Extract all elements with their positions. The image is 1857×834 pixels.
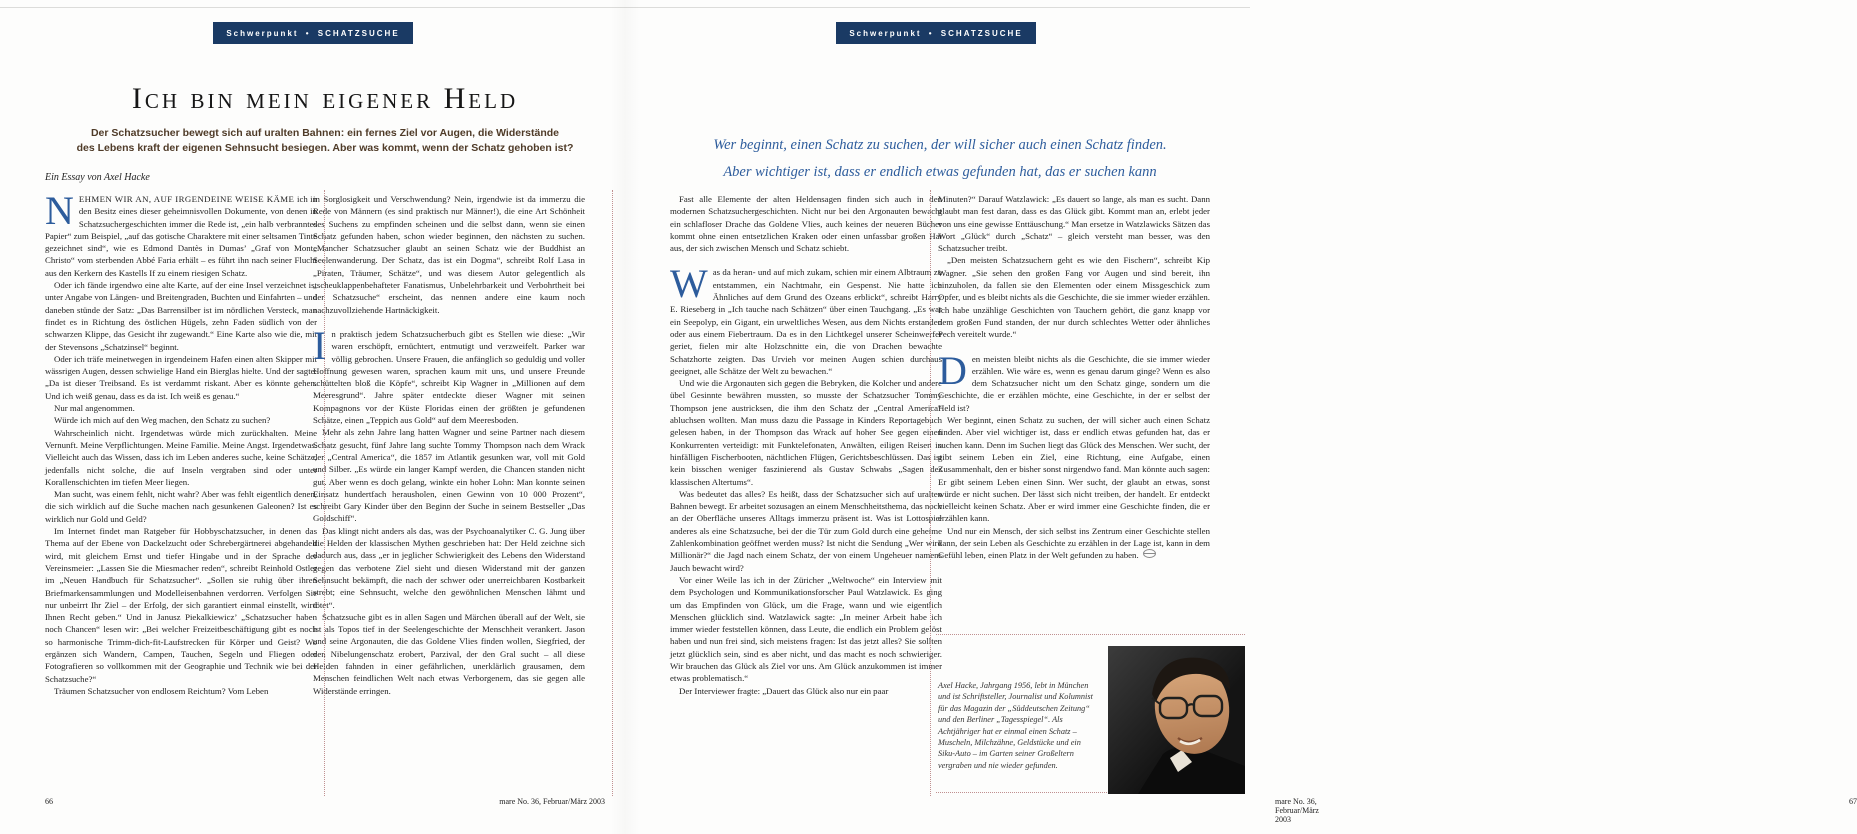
bio-divider: [936, 634, 1245, 635]
body-column-right-2: [938, 193, 1210, 633]
paragraph: Was bedeutet das alles? Es heißt, dass der Schatzsucher sich auf uralten Bahnen bewegt. Er arbeitet sozusagen an einem Menschheitsthema, das noch an der Oberfläche unseres Alltags immerzu präsent ist. Was ist Lottospiel anderes als eine Schatzsuche, bei der die Tür zum Gold durch eine geheime Zahlenkombination geöffnet werden muss? Ist nicht die Sendung „Wer wird Millionär?“ die Jagd nach einem Schatz, der von einem Ungeheuer namens Jauch bewacht wird?: [670, 488, 942, 573]
mare-endmark-icon: [1143, 549, 1156, 558]
paragraph: in Sorglosigkeit und Verschwendung? Nein, irgendwie ist da immerzu die Rede von Männern (es sind praktisch nur Männer!), die eine Art Schönheit des Suchens zu empfinden scheinen und die selbst dann, wenn sie einen Schatz gefunden haben, schon wieder beginnen, den nächsten zu suchen. „Mancher Schatzsucher glaubt an seinen Schatz wie der Buddhist an Seelenwanderung. Der Schatz, das ist ein Dogma“, schreibt Rolf Lasa in „Piraten, Träumer, Schätze“, und was diesem Autor gelegentlich als „scheuklappenbehafteter Fanatismus, Unbelehrbarkeit und Verbohrtheit bei der Schatzsuche“ erscheint, das nennen andere eine kaum noch nachzuvollziehende Hartnäckigkeit.: [313, 194, 585, 315]
paragraph: Wahrscheinlich nicht. Irgendetwas würde mich zurückhalten. Meine Vernunft. Meine Verpflichtungen. Meine Familie. Meine Angst. Irgendetwas. Vielleicht auch das Wissen, dass ich im Leben anderes suche, keine Schätze, jedenfalls nicht solche, die auf Inseln vergraben sind oder unter Korallenschichten im tiefen Meer liegen.: [45, 427, 317, 487]
page-number: 66: [45, 797, 53, 806]
section-badge: Schwerpunkt • SCHATZSUCHE: [213, 22, 413, 44]
lead-caps: EHMEN WIR AN, AUF IRGENDEINE WEISE KÄME: [78, 194, 298, 204]
body-column-right-1: [670, 193, 942, 801]
column-divider: [930, 190, 931, 796]
page-number: 67: [1849, 797, 1857, 806]
deck-line-2: des Lebens kraft der eigenen Sehnsucht besiegen. Aber was kommt, wenn der Schatz gehoben ist?: [76, 142, 574, 154]
paragraph: Das klingt nicht anders als das, was der Psychoanalytiker C. G. Jung über die Helden der klassischen Mythen geschrieben hat: Der Held zeichne sich dadurch aus, dass „er in jeglicher Schwierigkeit des Lebens den Widerstand gegen das verbotene Ziel sieht und diesen Widerstand mit der ganzen Sehnsucht bekämpft, die nach der schwer oder unerreichbaren Kostbarkeit strebt; eine Sehnsucht, welche den gewöhnlichen Menschen lähmt und tötet“.: [313, 525, 585, 610]
paragraph: Nur mal angenommen.: [54, 403, 135, 414]
paragraph: Den meisten bleibt nichts als die Geschichte, die sie immer wieder erzählen. Wie wäre es, wenn es genau darum ginge? Wenn es also dem Schatzsucher nicht um den Schatz ginge, sondern um die Geschichte, die er erzählen möchte, eine Geschichte, in der er selbst der Held ist?: [938, 347, 1210, 413]
column-divider: [612, 190, 613, 796]
issue-line: mare No. 36, Februar/März 2003: [1275, 797, 1319, 824]
page-right: [625, 0, 1857, 834]
paragraph: Würde ich mich auf den Weg machen, den Schatz zu suchen?: [54, 415, 271, 426]
paragraph: Und wie die Argonauten sich gegen die Bebryken, die Kolcher und andere übel Gesinnte bewähren mussten, so musste der Schatzsucher Tommy Thompson jene austricksen, die ihm den Schatz der „Central America“ abluchsen wollten. Man muss dazu die Passage in Kinders Reportagebuch gelesen haben, in der Thompson das Wrack auf hoher See gegen einen Konkurrenten verteidigt: mit Funktelefonaten, Anwälten, eiligen Reisen in hinfälligen Fischerbooten, nächtlichen Flügen, Gerichtsbeschlüssen. Das ist kein bisschen weniger faszinierend als Gustav Schwabs „Sagen des klassischen Altertums“.: [670, 378, 942, 487]
drop-cap: D: [938, 347, 967, 393]
paragraph: Träumen Schatzsucher von endlosem Reichtum? Vom Leben: [54, 685, 269, 696]
author-photo: [1108, 646, 1245, 794]
author-portrait-graphic: [1108, 646, 1245, 794]
pull-quote: [640, 132, 1240, 186]
body-column-left-1: [45, 188, 317, 801]
paragraph: „Den meisten Schatzsuchern geht es wie den Fischern“, schreibt Kip Wagner. „Sie sehen den großen Fang vor Augen und sind bereit, ihn einzuholen, da fallen sie den Elementen oder einem Missgeschick zum Opfer, und es bleibt nichts als die Geschichte, die sie immer wieder erzählen. Ich habe unzählige Geschichten von Tauchern gehört, die ganz knapp vor dem großen Fund standen, der nur durch schlechtes Wetter oder ähnliches Pech vereitelt wurde.“: [938, 255, 1210, 340]
deck-line-1: Der Schatzsucher bewegt sich auf uralten Bahnen: ein fernes Ziel vor Augen, die Widerstände: [90, 127, 560, 139]
body-column-left-2: [313, 193, 585, 801]
paragraph: In praktisch jedem Schatzsucherbuch gibt es Stellen wie diese: „Wir waren erschöpft, ernüchtert, entmutigt und verzweifelt. Parker war völlig gebrochen. Unsere Frauen, die anfänglich so geduldig und voller Hoffnung gewesen waren, sprachen kaum mit uns, und unsere Freunde schüttelten bloß die Köpfe“, schreibt Kip Wagner in „Millionen auf dem Meeresgrund“. Jahre später entdeckte dieser Wagner mit seinen Kompagnons vor der Küste Floridas einen der größten je gefundenen Schätze, einen „Teppich aus Gold“ auf dem Meeresboden.: [313, 322, 585, 426]
drop-cap: I: [313, 322, 327, 368]
paragraph: Im Internet findet man Ratgeber für Hobbyschatzsucher, in denen das Thema auf der Ebene von Dackelzucht oder Schrebergärtnerei abgehandelt wird, mit gleichem Ernst und tiefer Hingabe und in der Sprache der Vereinsmeier: „Lassen Sie die Miesmacher reden“, schreibt Reinhold Ostler im „Neuen Handbuch für Schatzsucher“. „Sollen sie ruhig über ihren Briefmarkensammlungen und Modelleisenbahnen verdorren. Verfolgen Sie nur unbeirrt Ihr Ziel – der Erfolg, der sich garantiert einmal einstellt, wird Ihnen Recht geben.“ Und in Janusz Piekalkiewicz’ „Schatzsucher haben noch Chancen“ lesen wir: „Bei welcher Freizeitbeschäftigung gibt es noch so harmonische Trimm-dich-fit-Laufstrecken für Körper und Geist? Wo ergänzen sich Wandern, Campen, Tauchen, Segeln und Fliegen oder Fotografieren so vollkommen mit der Geographie und Technik wie bei der Schatzsuche?“: [45, 526, 317, 684]
section-badge: Schwerpunkt • SCHATZSUCHE: [836, 22, 1036, 44]
paragraph: NEHMEN WIR AN, AUF IRGENDEINE WEISE KÄME ich in den Besitz eines dieser geheimnisvollen Dokumente, von denen in Schatzsuchergeschichten immer die Rede ist, „ein halb verbranntes Papier“ zum Beispiel, „auf das gotische Charaktere mit einer seltsamen Tinte gezeichnet sind“, wie es Edmond Dantès in Dumas’ „Graf von Monte Christo“ vom sterbenden Abbé Faria erhält – es führt ihn nach seiner Flucht aus den Kerkern des Kastells If zu einem riesigen Schatz.: [45, 188, 317, 278]
paragraph: Minuten?“ Darauf Watzlawick: „Es dauert so lange, als man es sucht. Dann glaubt man fest daran, dass es das Glück gibt. Kommt man an, erlebt jeder von uns eine gewisse Enttäuschung.“ Man ersetze in Watzlawicks Sätzen das Wort „Glück“ durch „Schatz“ – gleich versteht man besser, was den Schatzsucher treibt.: [938, 194, 1210, 254]
paragraph: Vor einer Weile las ich in der Züricher „Weltwoche“ ein Interview mit dem Psychologen und Kommunikationsforscher Paul Watzlawick. Es ging um das Empfinden von Glück, um die Frage, wann und wie eigentlich Menschen glücklich sind. Watzlawick sagte: „In meiner Arbeit habe ich immer wieder feststellen können, dass Leute, die endlich ein Problem gelöst haben und nun frei sind, sich meistens fragen: Ist das jetzt alles? Sie sollten jetzt glücklich sein, sind es aber nicht, und das macht es noch schwieriger. Wir brauchen das Glück als Ziel vor uns. Am Glück anzukommen ist immer etwas problematisch.“: [670, 574, 942, 684]
page-left: [0, 0, 625, 834]
author-bio: Axel Hacke, Jahrgang 1956, lebt in München und ist Schriftsteller, Journalist und Kolumnist für das Magazin der „Süddeutschen Zeitung“ und den Berliner „Tagesspiegel“. Als Achtjähriger hat er einmal einen Schatz – Muscheln, Milchzähne, Geldstücke und ein Siku-Auto – im Garten seiner Großeltern vergraben und nie wieder gefunden.: [938, 681, 1093, 770]
paragraph: Schatzsuche gibt es in allen Sagen und Märchen überall auf der Welt, sie ist als Topos tief in der Seelengeschichte der Menschheit verankert. Jason und seine Argonauten, die das Goldene Vlies finden wollen, Siegfried, der den Nibelungenschatz erobert, Parzival, der den Gral sucht – all diese Helden fahnden in einer gefährlichen, unerklärlich grausamen, dem Menschen feindlichen Welt nach etwas Verborgenem, das sie gegen alle Widerstände erringen.: [313, 611, 585, 696]
paragraph: Man sucht, was einem fehlt, nicht wahr? Aber was fehlt eigentlich denen, die sich wirklich auf die Suche machen nach gesunkenen Galeonen? Ist es wirklich nur Gold und Geld?: [45, 489, 317, 524]
paragraph: Mehr als zehn Jahre lang hatten Wagner und seine Partner nach diesem Schatz gesucht, fünf Jahre lang suchte Tommy Thompson nach dem Wrack der „Central America“, die 1857 im Atlantik gesunken war, voll mit Gold und Silber. „Es würde ein langer Kampf werden, die Chancen standen nicht gut. Aber wenn es doch gelang, winkte ein hoher Lohn: Man konnte seinen Einsatz hundertfach herausholen, einen Gewinn von 10 000 Prozent“, schreibt Gary Kinder über den Beginn der Suche in seinem Bestseller „Das Goldschiff“.: [313, 427, 585, 524]
paragraph: Und nur ein Mensch, der sich selbst ins Zentrum einer Geschichte stellen kann, der sein Leben als Geschichte zu erzählen in der Lage ist, kann in dem Gefühl leben, einen Platz in der Welt gefunden zu haben.: [938, 525, 1210, 561]
pull-quote-line-2: Aber wichtiger ist, dass er endlich etwas gefunden hat, das er suchen kann: [723, 164, 1157, 180]
paragraph: Der Interviewer fragte: „Dauert das Glück also nur ein paar: [679, 685, 889, 696]
article-deck: [25, 126, 625, 156]
issue-line: mare No. 36, Februar/März 2003: [499, 797, 605, 806]
article-title: Ich bin mein eigener Held: [131, 82, 519, 115]
paragraph: Was da heran- und auf mich zukam, schien mir einem Albtraum zu entstammen, ein Nachtmahr, ein Gespenst. Nie hatte ich Ähnliches auf dem Grund des Ozeans erblickt“, schreibt Harry E. Rieseberg in „Ich tauche nach Schätzen“ über einen Tauchgang. „Es war ein Seepolyp, ein Gigant, ein urweltliches Wesen, aus dem Nichts erstanden oder aus einem Fiebertraum. Da es in den Lichtkegel unserer Scheinwerfer geriet, fielen mir alte Holzschnitte ein, die von Drachen bewachte Schatzhorte zeigten. Das Urvieh vor meinen Augen schien durchaus geeignet, alle Schätze der Welt zu bewachen.“: [670, 261, 942, 376]
column-divider: [324, 190, 325, 796]
paragraph: Wer beginnt, einen Schatz zu suchen, der will sicher auch einen Schatz finden. Aber viel wichtiger ist, dass er endlich etwas gefunden hat, das er suchen kann. Denn im Suchen liegt das Glück des Menschen. Wer sucht, der gibt seinem Leben ein Ziel, eine Richtung, eine Aufgabe, einen Zusammenhalt, den er bisher sonst nirgendwo fand. Man könnte auch sagen: Er gibt seinem Leben einen Sinn. Wer sucht, der glaubt an etwas, sonst würde er nicht suchen. Der lässt sich nicht treiben, der handelt. Er entdeckt vielleicht keinen Schatz. Aber er wird immer eine Geschichte finden, die er erzählen kann.: [938, 415, 1210, 524]
paragraph: Fast alle Elemente der alten Heldensagen finden sich auch in den modernen Schatzsuchergeschichten. Nicht nur bei den Argonauten bewacht ein schlafloser Drache das Goldene Vlies, auch keines der neueren Bücher kommt ohne einen entsetzlichen Kraken oder einen unfassbar großen Hai aus, der sich zwischen Mensch und Schatz schiebt.: [670, 194, 942, 254]
drop-cap: N: [45, 188, 74, 233]
byline: Ein Essay von Axel Hacke: [45, 172, 150, 183]
paragraph: Oder ich fände irgendwo eine alte Karte, auf der eine Insel verzeichnet ist unter Angabe von Längen- und Breitengraden, Buchten und Einfahrten – und daneben stünde der Satz: „Das Barrensilber ist im nördlichen Versteck, man findet es in Richtung des östlichen Hügels, zehn Faden südlich von der schwarzen Klippe, das Gesicht ihr zugewandt.“ Eine Karte also wie die, mit der Stevensons „Schatzinsel“ beginnt.: [45, 280, 317, 352]
drop-cap: W: [670, 261, 708, 307]
pull-quote-line-1: Wer beginnt, einen Schatz zu suchen, der will sicher auch einen Schatz finden.: [713, 137, 1167, 153]
paragraph: Oder ich träfe meinetwegen in irgendeinem Hafen einen alten Skipper mit wässrigen Augen, dessen schwielige Hand ein Bierglas hielte. Und der sagte: „Da ist dieser Treibsand. Es ist verdammt riskant. Aber es könnte gehen. Und ich weiß genau, dass es da ist. Ich weiß es genau.“: [45, 353, 317, 401]
